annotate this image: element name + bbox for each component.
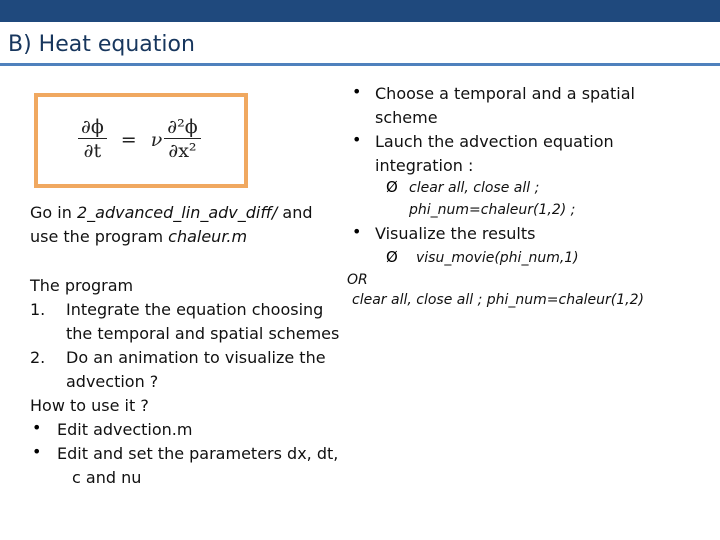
arrow-bullet-icon: Ø [386, 248, 398, 266]
use-program-line [30, 225, 247, 249]
title-bar [0, 22, 720, 66]
list-item-text-cont: the temporal and spatial schemes [66, 324, 340, 343]
equals-sign: = [120, 128, 137, 151]
program-name: chaleur.m [168, 227, 248, 246]
go-in-line [30, 201, 313, 225]
rhs-denominator: ∂x² [168, 140, 197, 162]
directory-name: 2_advanced_lin_adv_diff/ [76, 203, 278, 222]
command-text: visu_movie(phi_num,1) [416, 250, 579, 266]
howto-bullet-text: Edit and set the parameters dx, dt, [57, 444, 339, 463]
lhs-numerator: ∂ϕ [78, 116, 107, 139]
use-program-text: use the program [30, 227, 169, 246]
rhs-numerator: ∂²ϕ [164, 116, 200, 139]
how-to-heading: How to use it ? [30, 396, 149, 415]
diffusion-coefficient: ν [150, 128, 163, 151]
alternate-command: clear all, close all ; phi_num=chaleur(1,2) [352, 292, 644, 308]
arrow-bullet-icon: Ø [386, 178, 398, 196]
list-item-number: 2. [30, 348, 46, 367]
step-text: Choose a temporal and a spatial [375, 84, 635, 103]
top-banner [0, 0, 720, 22]
bullet-icon: • [352, 82, 362, 101]
step-text: Visualize the results [375, 224, 536, 243]
or-label: OR [347, 272, 368, 288]
howto-bullet-text-cont: c and nu [72, 468, 142, 487]
list-item-text: Integrate the equation choosing [66, 300, 324, 319]
lhs-denominator: ∂t [83, 140, 102, 162]
list-item-number: 1. [30, 300, 46, 319]
step-text: Lauch the advection equation [375, 132, 614, 151]
list-item-text: Do an animation to visualize the [66, 348, 326, 367]
go-in-and: and [277, 203, 313, 222]
bullet-icon: • [32, 418, 42, 437]
lhs-fraction [78, 116, 107, 163]
bullet-icon: • [352, 130, 362, 149]
rhs-fraction [164, 116, 200, 163]
program-heading: The program [30, 276, 134, 295]
go-in-text: Go in [30, 203, 77, 222]
command-text: clear all, close all ; [409, 180, 540, 196]
page-title: B) Heat equation [8, 32, 195, 57]
bullet-icon: • [352, 222, 362, 241]
step-text-cont: integration : [375, 156, 474, 175]
equation-box [34, 93, 248, 188]
list-item-text-cont: advection ? [66, 372, 159, 391]
step-text-cont: scheme [375, 108, 438, 127]
bullet-icon: • [32, 442, 42, 461]
command-text-cont: phi_num=chaleur(1,2) ; [409, 202, 576, 218]
heat-equation [78, 116, 201, 163]
howto-bullet-text: Edit advection.m [57, 420, 193, 439]
